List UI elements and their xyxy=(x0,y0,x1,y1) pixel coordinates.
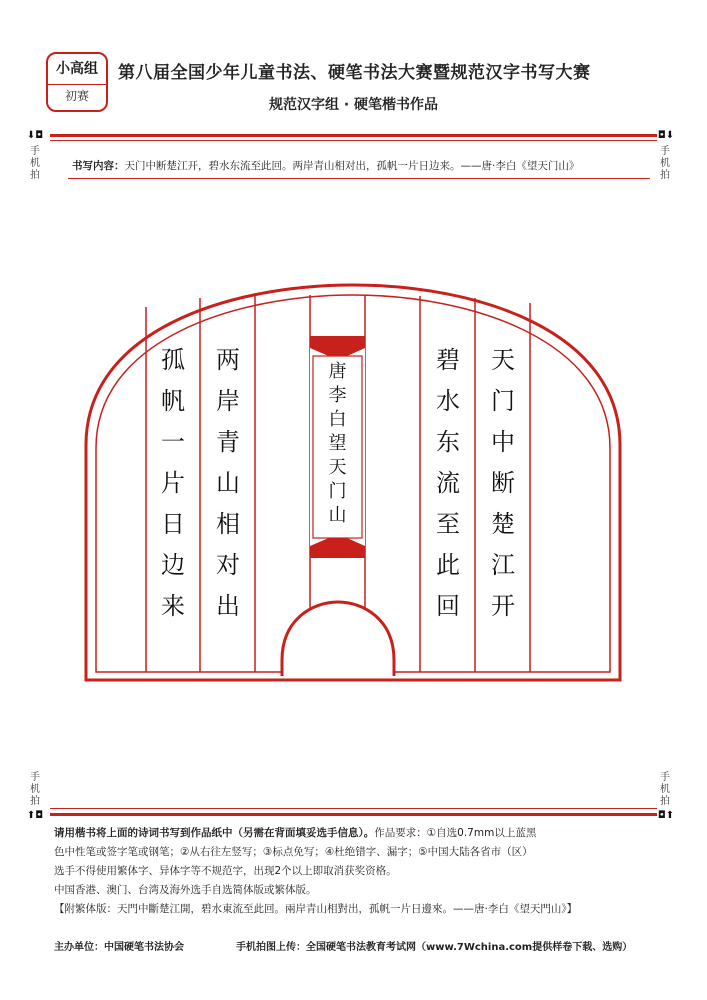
upload-icon: ⬆◘ xyxy=(26,810,44,821)
side-label-bottom-left: 手 机 拍 xyxy=(30,772,40,807)
column-1-text: 天 门 中 断 楚 江 开 xyxy=(491,346,515,620)
column-7 xyxy=(153,340,193,627)
download-icon: ⬇◘ xyxy=(26,130,44,141)
instructions-line5: 【附繁体版：天門中斷楚江開，碧水東流至此回。兩岸青山相對出，孤帆一片日邊來。——唐·李白《望天門山》】 xyxy=(54,903,578,915)
page-subtitle: 规范汉字组 · 硬笔楷书作品 xyxy=(268,97,439,113)
instructions-line2: 色中性笔或签字笔或钢笔；②从右往左竖写；③标点免写；④杜绝错字、漏字；⑤中国大陆各省市（区） xyxy=(54,846,533,858)
side-label-top-right: 手 机 拍 xyxy=(660,146,670,181)
column-2 xyxy=(428,340,468,627)
instructions-line3: 选手不得使用繁体字、异体字等不规范字，出现2个以上即取消获奖资格。 xyxy=(54,865,397,877)
column-7-text: 孤 帆 一 片 日 边 来 xyxy=(161,346,185,620)
organizer: 主办单位：中国硬笔书法协会 xyxy=(54,942,184,953)
instructions xyxy=(54,824,654,919)
bottom-rule-thin xyxy=(50,808,657,809)
badge-group: 小高组 xyxy=(48,54,106,85)
column-6 xyxy=(208,340,248,627)
signature xyxy=(320,360,355,528)
instructions-lead: 请用楷书将上面的诗词书写到作品纸中（另需在背面填妥选手信息）。 xyxy=(54,827,375,839)
column-2-text: 碧 水 东 流 至 此 回 xyxy=(436,346,460,620)
content-label: 书写内容： xyxy=(72,160,125,172)
column-6-text: 两 岸 青 山 相 对 出 xyxy=(216,346,240,620)
camera-icon: ◘⬆ xyxy=(657,810,675,821)
side-label-bottom-right: 手 机 拍 xyxy=(660,772,670,807)
upload-info: 手机拍图上传：全国硬笔书法教育考试网（www.7Wchina.com提供样卷下载、选购） xyxy=(236,942,633,953)
instructions-line1: 作品要求：①自选0.7mm以上蓝黑 xyxy=(374,827,537,839)
column-1 xyxy=(483,340,523,627)
badge-round: 初赛 xyxy=(64,89,89,103)
signature-text: 唐 李 白 望 天 门 山 xyxy=(328,361,347,526)
content-text: 天门中断楚江开，碧水东流至此回。两岸青山相对出，孤帆一片日边来。——唐·李白《望天门山》 xyxy=(124,160,580,172)
instructions-line4: 中国香港、澳门、台湾及海外选手自选简体版或繁体版。 xyxy=(54,884,317,896)
bottom-rule xyxy=(50,813,657,816)
side-label-top-left: 手 机 拍 xyxy=(30,146,40,181)
camera-icon: ◘⬇ xyxy=(657,130,675,141)
page-title: 第八届全国少年儿童书法、硬笔书法大赛暨规范汉字书写大赛 xyxy=(118,63,591,83)
